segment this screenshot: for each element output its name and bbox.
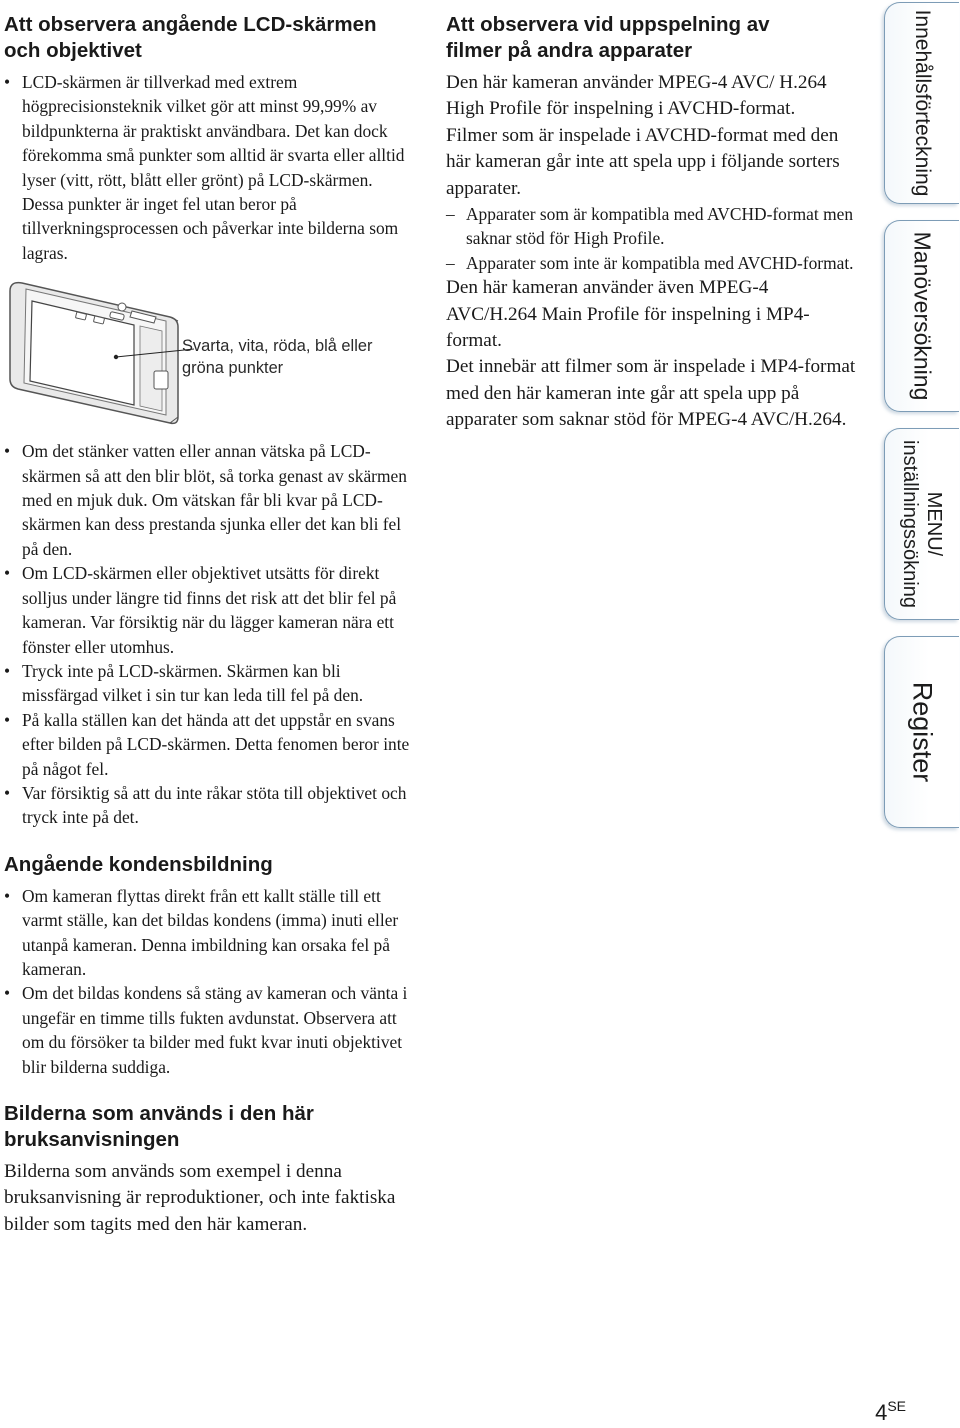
bullet-icon: • — [4, 660, 11, 681]
playback-para-1: Den här kameran använder MPEG-4 AVC/ H.264 High Profile för inspelning i AVCHD-format. — [446, 72, 827, 120]
list-item: • Om kameran flyttas direkt från ett kallt ställe till ett varmt ställe, kan det bildas kondens (imma) inuti eller utanpå kameran. Denna imbildning kan orsaka fel på kameran. — [4, 885, 399, 979]
bullet-icon: • — [4, 72, 11, 92]
tab-menu-settings-search[interactable] — [884, 428, 959, 620]
images-heading: Bilderna som används i den här bruksanvisningen — [4, 1102, 314, 1151]
tab-operation-search[interactable] — [884, 220, 959, 412]
images-text: Bilderna som används som exempel i denna bruksanvisning är reproduktioner, och inte faktiska bilder som tagits med den här kameran. — [4, 1161, 396, 1235]
tab-menu-line1: MENU/ — [923, 491, 945, 557]
tab-index-label: Register — [907, 681, 938, 783]
lcd-bullets-top — [4, 70, 416, 265]
bullet-icon: • — [4, 441, 11, 462]
tab-index[interactable] — [884, 636, 959, 828]
condensation-bullets — [4, 884, 416, 1079]
side-navigation — [884, 0, 960, 830]
dash-icon: – — [446, 252, 455, 273]
tab-menu-settings-label — [898, 440, 946, 608]
playback-para-2: Filmer som är inspelade i AVCHD-format med den här kameran går inte att spela upp i följande sorters apparater. — [446, 124, 840, 199]
bullet-icon: • — [4, 983, 11, 1004]
condensation-heading: Angående kondensbildning — [4, 852, 273, 876]
camera-illustration — [4, 277, 416, 427]
tab-menu-line2: inställningssökning — [899, 440, 921, 608]
tab-contents[interactable] — [884, 2, 959, 204]
playback-para-4: Det innebär att filmer som är inspelade i MP4-format med den här kameran inte går att spela upp på apparater som saknar stöd för MPEG-4 AVC/H.264. — [446, 356, 856, 431]
bullet-icon: • — [4, 563, 11, 584]
list-item: • Om det stänker vatten eller annan vätska på LCD-skärmen så att den blir blöt, så torka genast av skärmen med en mjuk duk. Om vätskan får bli kvar på LCD-skärmen kan dess prestanda sjunka eller det kan bli fel på den. — [4, 441, 407, 559]
bullet-icon: • — [4, 709, 11, 730]
tab-operation-search-label: Manöversökning — [909, 231, 936, 401]
right-column — [446, 12, 856, 434]
tab-contents-label: Innehållsförteckning — [911, 9, 934, 197]
left-column — [4, 12, 416, 1238]
playback-para-3: Den här kameran använder även MPEG-4 AVC/H.264 Main Profile för inspelning i MP4-format. — [446, 277, 810, 352]
page-number — [875, 1400, 906, 1426]
list-item: • Var försiktig så att du inte råkar stöta till objektivet och tryck inte på det. — [4, 782, 407, 828]
lcd-heading: Att observera angående LCD-skärmen och objektivet — [4, 13, 377, 62]
bullet-icon: • — [4, 782, 11, 803]
camera-lcd-icon — [4, 277, 194, 427]
list-item: • Om LCD-skärmen eller objektivet utsätts för direkt solljus under längre tid finns det risk att det blir fel på kameran. Var försiktig när du lägger kameran nära ett fönster eller utomhus. — [4, 563, 397, 657]
incompatible-devices-list — [446, 202, 856, 275]
playback-heading: Att observera vid uppspelning av filmer på andra apparater — [446, 13, 770, 62]
dash-icon: – — [446, 204, 455, 225]
list-item: • På kalla ställen kan det hända att det uppstår en svans efter bilden på LCD-skärmen. Detta fenomen beror inte på något fel. — [4, 709, 410, 779]
list-item: • Om det bildas kondens så stäng av kameran och vänta i ungefär en timme tills fukten avdunstat. Observera att om du försöker ta bilder med fukt kvar inuti objektivet blir bilderna suddiga. — [4, 983, 408, 1077]
callout-label: Svarta, vita, röda, blå eller gröna punkter — [182, 337, 373, 378]
page-number-value: 4 — [875, 1400, 888, 1425]
page-number-suffix: SE — [887, 1398, 906, 1414]
bullet-icon: • — [4, 885, 11, 906]
list-item: – Apparater som är kompatibla med AVCHD-format men saknar stöd för High Profile. — [446, 204, 854, 249]
lcd-bullets-bottom — [4, 439, 416, 830]
list-item: • Tryck inte på LCD-skärmen. Skärmen kan bli missfärgad vilket i sin tur kan leda till fel på den. — [4, 660, 364, 706]
list-item: • LCD-skärmen är tillverkad med extrem högprecisionsteknik vilket gör att minst 99,99% av bildpunkterna är praktiskt användbara. Det kan dock förekomma små punkter som alltid är svarta eller alltid lyser (vitt, rött, blått eller grönt) på LCD-skärmen. Dessa punkter är inget fel utan beror på tillverkningsprocessen och påverkar inte bilderna som lagras. — [4, 72, 405, 263]
list-item: – Apparater som inte är kompatibla med AVCHD-format. — [446, 251, 856, 275]
